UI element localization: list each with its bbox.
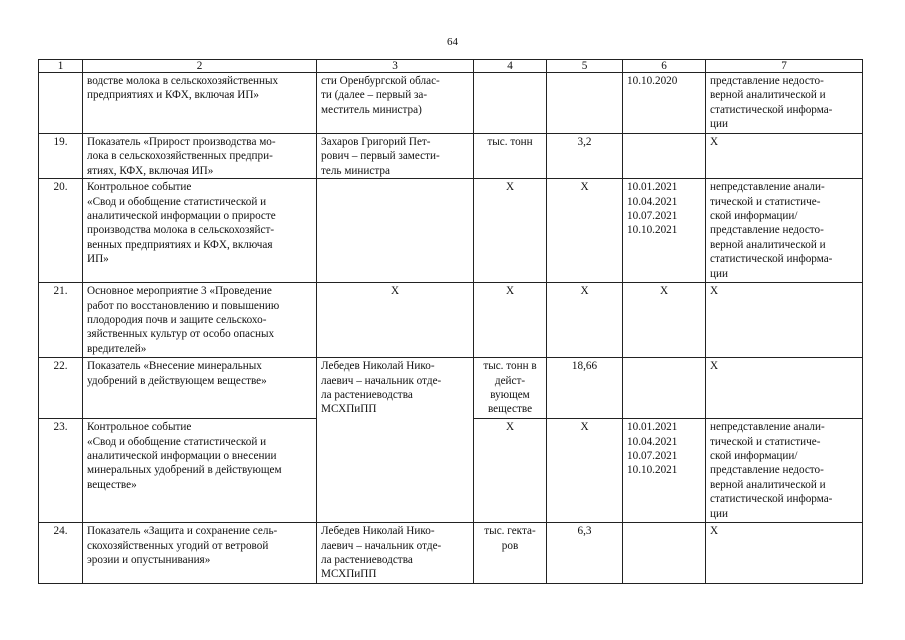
activity-name: Показатель «Защита и сохранение сель- скохозяйственных угодий от ветровой эрозии и опустынивания» [83, 523, 317, 584]
target-value: X [547, 419, 623, 523]
risk-description: X [706, 523, 863, 584]
row-number: 19. [39, 134, 83, 179]
table-row [39, 523, 863, 584]
activity-name: водстве молока в сельскохозяйственных предприятиях и КФХ, включая ИП» [83, 73, 317, 134]
responsible-person: Лебедев Николай Нико- лаевич – начальник отде- ла растениеводства МСХПиПП [317, 358, 474, 523]
program-table [38, 59, 863, 584]
deadline-dates [623, 358, 706, 419]
target-value: 18,66 [547, 358, 623, 419]
header-cell: 3 [317, 60, 474, 73]
page-number: 64 [447, 36, 458, 48]
responsible-person: Захаров Григорий Пет- рович – первый замести- тель министра [317, 134, 474, 179]
deadline-dates [623, 523, 706, 584]
row-number: 22. [39, 358, 83, 419]
target-value: X [547, 283, 623, 358]
header-cell: 5 [547, 60, 623, 73]
activity-name: Основное мероприятие 3 «Проведение работ по восстановлению и повышению плодородия почв и защите сельскохо- зяйственных культур от особо опасных вредителей» [83, 283, 317, 358]
risk-description: X [706, 283, 863, 358]
table-header-row [39, 60, 863, 73]
responsible-person: Лебедев Николай Нико- лаевич – начальник отде- ла растениеводства МСХПиПП [317, 523, 474, 584]
target-value: X [547, 179, 623, 283]
risk-description: непредставление анали- тической и статистиче- ской информации/ представление недосто- верной аналитической и статистической информа- ции [706, 179, 863, 283]
deadline-dates: 10.01.2021 10.04.2021 10.07.2021 10.10.2021 [623, 179, 706, 283]
unit: X [474, 283, 547, 358]
row-number: 23. [39, 419, 83, 523]
deadline-dates: 10.10.2020 [623, 73, 706, 134]
responsible-person: сти Оренбургской облас- ти (далее – первый за- меститель министра) [317, 73, 474, 134]
unit: тыс. тонн [474, 134, 547, 179]
row-number: 21. [39, 283, 83, 358]
table-row [39, 73, 863, 134]
table-row [39, 179, 863, 283]
row-number: 20. [39, 179, 83, 283]
responsible-person [317, 179, 474, 283]
responsible-person: X [317, 283, 474, 358]
header-cell: 7 [706, 60, 863, 73]
deadline-dates: X [623, 283, 706, 358]
header-cell: 1 [39, 60, 83, 73]
table-row [39, 283, 863, 358]
table-row [39, 134, 863, 179]
unit: X [474, 179, 547, 283]
target-value [547, 73, 623, 134]
unit [474, 73, 547, 134]
risk-description: X [706, 358, 863, 419]
deadline-dates: 10.01.2021 10.04.2021 10.07.2021 10.10.2021 [623, 419, 706, 523]
target-value: 6,3 [547, 523, 623, 584]
risk-description: непредставление анали- тической и статистиче- ской информации/ представление недосто- верной аналитической и статистической информа- ции [706, 419, 863, 523]
activity-name: Контрольное событие «Свод и обобщение статистической и аналитической информации о внесении минеральных удобрений в действующем веществе» [83, 419, 317, 523]
row-number [39, 73, 83, 134]
activity-name: Показатель «Прирост производства мо- лока в сельскохозяйственных предпри- ятиях, КФХ, включая ИП» [83, 134, 317, 179]
activity-name: Показатель «Внесение минеральных удобрений в действующем веществе» [83, 358, 317, 419]
unit: X [474, 419, 547, 523]
activity-name: Контрольное событие «Свод и обобщение статистической и аналитической информации о приросте производства молока в сельскохозяйст- венных предприятиях и КФХ, включая ИП» [83, 179, 317, 283]
header-cell: 2 [83, 60, 317, 73]
target-value: 3,2 [547, 134, 623, 179]
unit: тыс. тонн в дейст- вующем веществе [474, 358, 547, 419]
risk-description: X [706, 134, 863, 179]
risk-description: представление недосто- верной аналитической и статистической информа- ции [706, 73, 863, 134]
row-number: 24. [39, 523, 83, 584]
unit: тыс. гекта- ров [474, 523, 547, 584]
header-cell: 4 [474, 60, 547, 73]
header-cell: 6 [623, 60, 706, 73]
deadline-dates [623, 134, 706, 179]
table-row [39, 358, 863, 419]
